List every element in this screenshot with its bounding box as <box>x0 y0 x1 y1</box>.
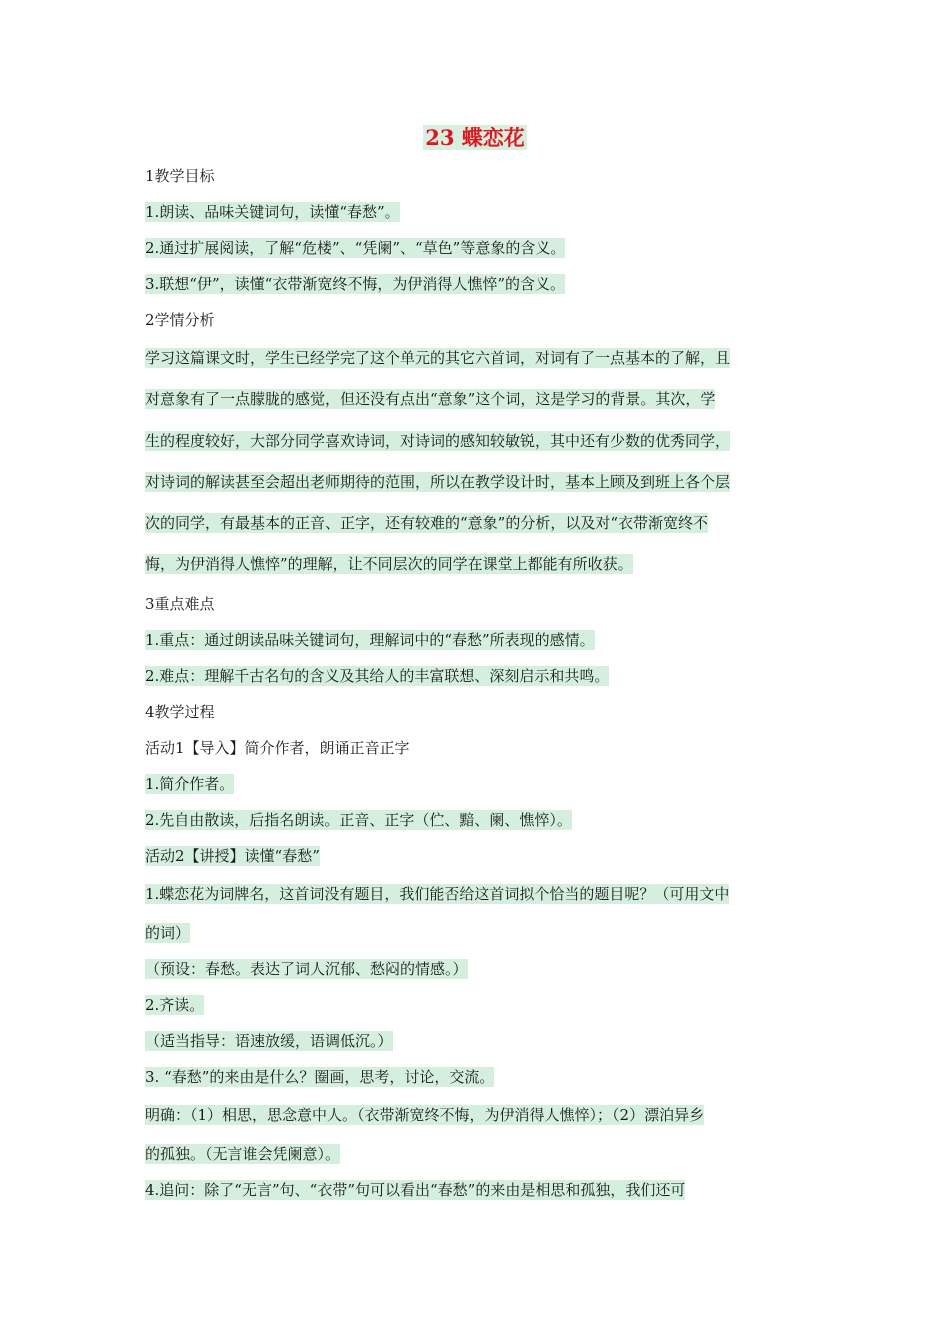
activity-item: 1.蝶恋花为词牌名，这首词没有题目，我们能否给这首词拟个恰当的题目呢？（可用文中 <box>145 884 730 903</box>
activity-heading: 活动1【导入】简介作者，朗诵正音正字 <box>145 738 410 757</box>
activity-item: 4.追问：除了“无言”句、“衣带”句可以看出“春愁”的来由是相思和孤独，我们还可 <box>145 1181 686 1200</box>
activity-note: （适当指导：语速放缓，语调低沉。） <box>145 1032 393 1051</box>
goal-item: 2.通过扩展阅读，了解“危楼”、“凭阑”、“草色”等意象的含义。 <box>145 239 566 257</box>
activity-item: 3. “春愁”的来由是什么？圈画，思考，讨论，交流。 <box>145 1068 495 1087</box>
key-point-item: 2.难点：理解千古名句的含义及其给人的丰富联想、深刻启示和共鸣。 <box>145 666 610 685</box>
activity-item: 2.齐读。 <box>145 996 205 1015</box>
section-heading-key-points: 3重点难点 <box>145 594 215 613</box>
analysis-line: 对意象有了一点朦胧的感觉，但还没有点出“意象”这个词，这是学习的背景。其次，学 <box>145 390 716 409</box>
activity-item: 2.先自由散读，后指名朗读。正音、正字（伫、黯、阑、憔悴）。 <box>145 810 572 829</box>
activity-note: 的孤独。（无言谁会凭阑意）。 <box>145 1145 341 1164</box>
key-point-item: 1.重点：通过朗读品味关键词句，理解词中的“春愁”所表现的感情。 <box>145 630 595 649</box>
goal-item: 3.联想“伊”，读懂“衣带渐宽终不悔，为伊消得人憔悴”的含义。 <box>145 275 565 293</box>
activity-note: 明确：（1）相思，思念意中人。（衣带渐宽终不悔，为伊消得人憔悴）；（2）漂泊异乡 <box>145 1106 705 1125</box>
analysis-line: 生的程度较好，大部分同学喜欢诗词，对诗词的感知较敏锐，其中还有少数的优秀同学， <box>145 431 731 450</box>
page-title-text: 23 蝶恋花 <box>425 125 525 150</box>
page-title <box>0 124 950 152</box>
section-heading-process: 4教学过程 <box>145 702 215 721</box>
activity-note: （预设：春愁。表达了词人沉郁、愁闷的情感。） <box>145 960 468 979</box>
analysis-line: 悔，为伊消得人憔悴”的理解，让不同层次的同学在课堂上都能有所收获。 <box>145 555 633 574</box>
section-heading-goals: 1教学目标 <box>145 167 215 185</box>
analysis-line: 对诗词的解读甚至会超出老师期待的范围，所以在教学设计时，基本上顾及到班上各个层 <box>145 472 731 491</box>
document-body <box>145 158 813 1208</box>
activity-heading: 活动2【讲授】读懂“春愁” <box>145 846 320 865</box>
analysis-line: 学习这篇课文时，学生已经学完了这个单元的其它六首词，对词有了一点基本的了解，且 <box>145 349 731 367</box>
activity-item: 1.简介作者。 <box>145 774 235 793</box>
goal-item: 1.朗读、品味关键词句，读懂“春愁”。 <box>145 203 400 221</box>
activity-item: 的词） <box>145 924 191 943</box>
analysis-line: 次的同学，有最基本的正音、正字，还有较难的“意象”的分析，以及对“衣带渐宽终不 <box>145 514 709 533</box>
section-heading-analysis: 2学情分析 <box>145 311 215 329</box>
